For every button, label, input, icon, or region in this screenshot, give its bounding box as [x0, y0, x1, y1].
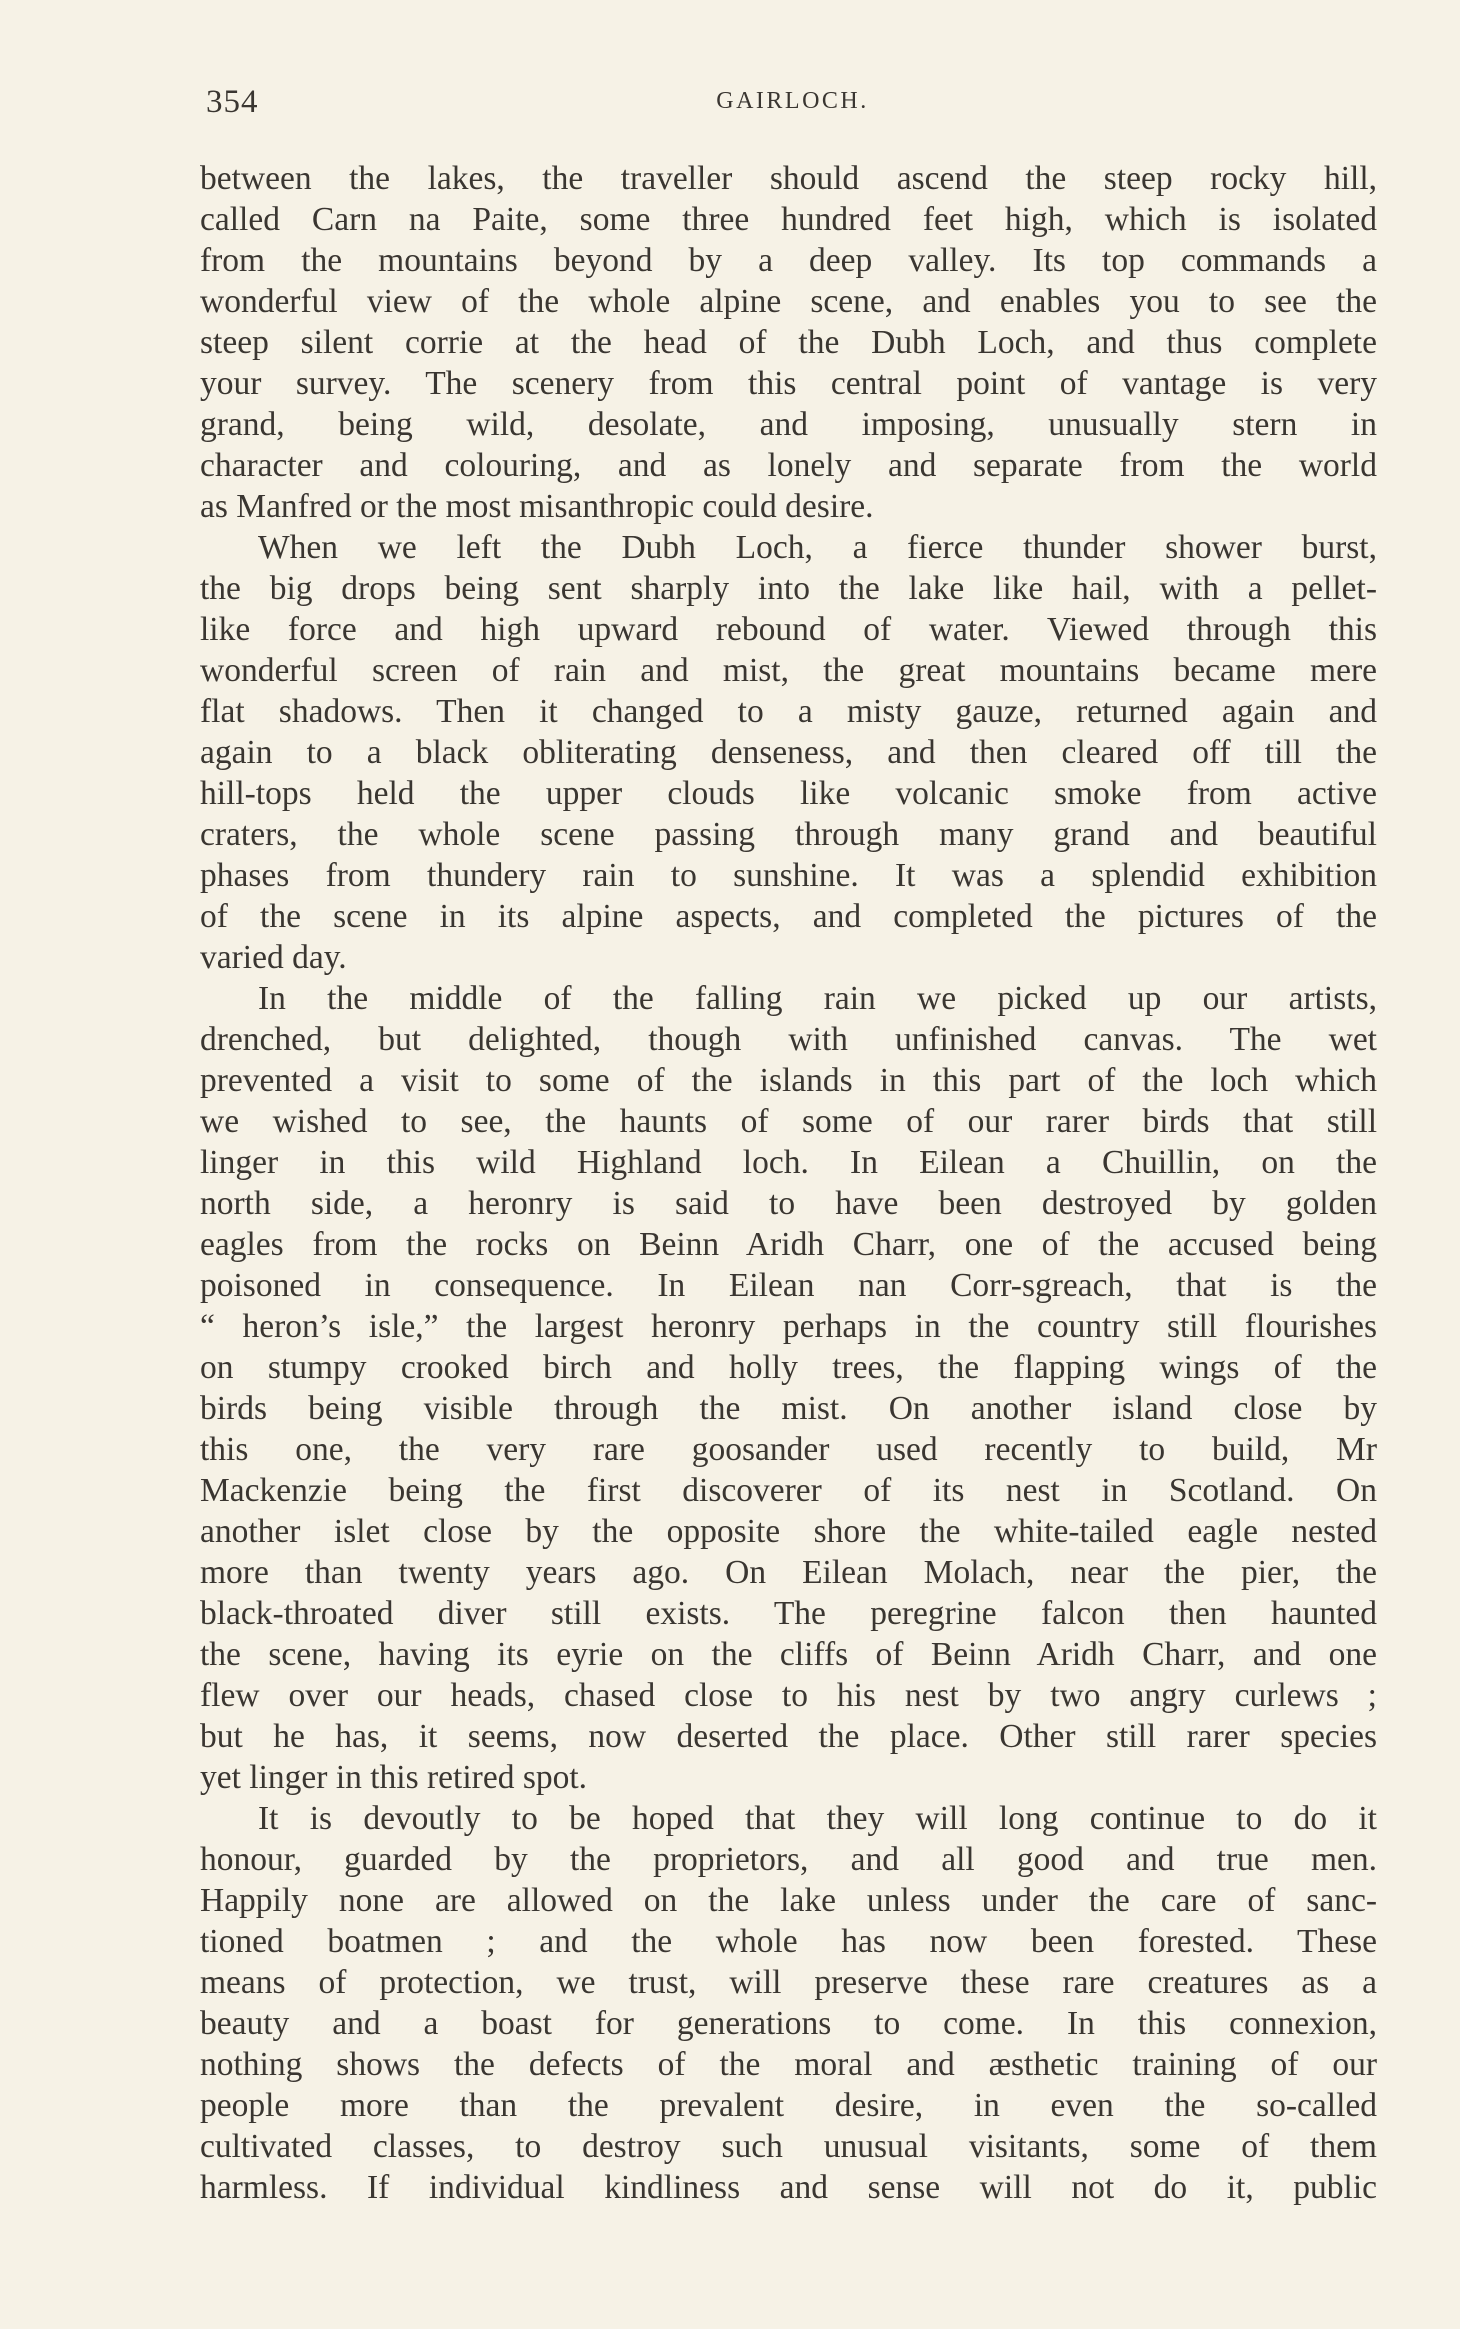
text-line: nothing shows the defects of the moral and æsthetic training of our	[200, 2046, 1377, 2083]
text-line: poisoned in consequence. In Eilean nan Corr-sgreach, that is the	[200, 1267, 1377, 1304]
text-line: another islet close by the opposite shore the white-tailed eagle nested	[200, 1513, 1377, 1550]
text-line: beauty and a boast for generations to come. In this connexion,	[200, 2005, 1377, 2042]
text-line: tioned boatmen ; and the whole has now been forested. These	[200, 1923, 1377, 1960]
text-line: this one, the very rare goosander used recently to build, Mr	[200, 1431, 1377, 1468]
text-line: wonderful view of the whole alpine scene, and enables you to see the	[200, 283, 1377, 320]
text-line: Mackenzie being the first discoverer of its nest in Scotland. On	[200, 1472, 1377, 1509]
text-line: your survey. The scenery from this central point of vantage is very	[200, 365, 1377, 402]
page-header	[200, 84, 1385, 124]
text-line: character and colouring, and as lonely and separate from the world	[200, 447, 1377, 484]
text-line: black-throated diver still exists. The peregrine falcon then haunted	[200, 1595, 1377, 1632]
text-line: hill-tops held the upper clouds like volcanic smoke from active	[200, 775, 1377, 812]
text-line: on stumpy crooked birch and holly trees, the flapping wings of the	[200, 1349, 1377, 1386]
text-line: called Carn na Paite, some three hundred feet high, which is isolated	[200, 201, 1377, 238]
text-line: again to a black obliterating denseness, and then cleared off till the	[200, 734, 1377, 771]
text-line: drenched, but delighted, though with unfinished canvas. The wet	[200, 1021, 1377, 1058]
text-line: phases from thundery rain to sunshine. It was a splendid exhibition	[200, 857, 1377, 894]
text-line: “ heron’s isle,” the largest heronry perhaps in the country still flourishes	[200, 1308, 1377, 1345]
text-line: people more than the prevalent desire, in even the so-called	[200, 2087, 1377, 2124]
text-line: Happily none are allowed on the lake unless under the care of sanc-	[200, 1882, 1377, 1919]
text-line: flew over our heads, chased close to his nest by two angry curlews ;	[200, 1677, 1377, 1714]
text-line: In the middle of the falling rain we picked up our artists,	[258, 980, 1377, 1017]
body-text	[200, 158, 1377, 2208]
text-line: linger in this wild Highland loch. In Eilean a Chuillin, on the	[200, 1144, 1377, 1181]
text-line: the big drops being sent sharply into the lake like hail, with a pellet-	[200, 570, 1377, 607]
text-line: of the scene in its alpine aspects, and completed the pictures of the	[200, 898, 1377, 935]
text-line: more than twenty years ago. On Eilean Molach, near the pier, the	[200, 1554, 1377, 1591]
text-line: craters, the whole scene passing through many grand and beautiful	[200, 816, 1377, 853]
text-line: birds being visible through the mist. On another island close by	[200, 1390, 1377, 1427]
text-line: wonderful screen of rain and mist, the great mountains became mere	[200, 652, 1377, 689]
text-line: yet linger in this retired spot.	[200, 1759, 588, 1796]
page-number: 354	[206, 84, 259, 120]
text-line: cultivated classes, to destroy such unusual visitants, some of them	[200, 2128, 1377, 2165]
text-line: harmless. If individual kindliness and sense will not do it, public	[200, 2169, 1377, 2206]
running-head: GAIRLOCH.	[716, 88, 869, 114]
text-line: but he has, it seems, now deserted the place. Other still rarer species	[200, 1718, 1377, 1755]
text-line: the scene, having its eyrie on the cliffs of Beinn Aridh Charr, and one	[200, 1636, 1377, 1673]
text-line: honour, guarded by the proprietors, and all good and true men.	[200, 1841, 1377, 1878]
text-line: like force and high upward rebound of water. Viewed through this	[200, 611, 1377, 648]
text-line: When we left the Dubh Loch, a fierce thunder shower burst,	[258, 529, 1377, 566]
text-line: between the lakes, the traveller should ascend the steep rocky hill,	[200, 160, 1377, 197]
text-line: we wished to see, the haunts of some of our rarer birds that still	[200, 1103, 1377, 1140]
text-line: steep silent corrie at the head of the Dubh Loch, and thus complete	[200, 324, 1377, 361]
text-line: varied day.	[200, 939, 347, 976]
text-line: prevented a visit to some of the islands in this part of the loch which	[200, 1062, 1377, 1099]
text-line: north side, a heronry is said to have been destroyed by golden	[200, 1185, 1377, 1222]
text-line: from the mountains beyond by a deep valley. Its top commands a	[200, 242, 1377, 279]
text-line: grand, being wild, desolate, and imposing, unusually stern in	[200, 406, 1377, 443]
text-line: means of protection, we trust, will preserve these rare creatures as a	[200, 1964, 1377, 2001]
text-line: as Manfred or the most misanthropic could desire.	[200, 488, 874, 525]
text-line: eagles from the rocks on Beinn Aridh Charr, one of the accused being	[200, 1226, 1377, 1263]
text-line: It is devoutly to be hoped that they will long continue to do it	[258, 1800, 1377, 1837]
text-line: flat shadows. Then it changed to a misty gauze, returned again and	[200, 693, 1377, 730]
